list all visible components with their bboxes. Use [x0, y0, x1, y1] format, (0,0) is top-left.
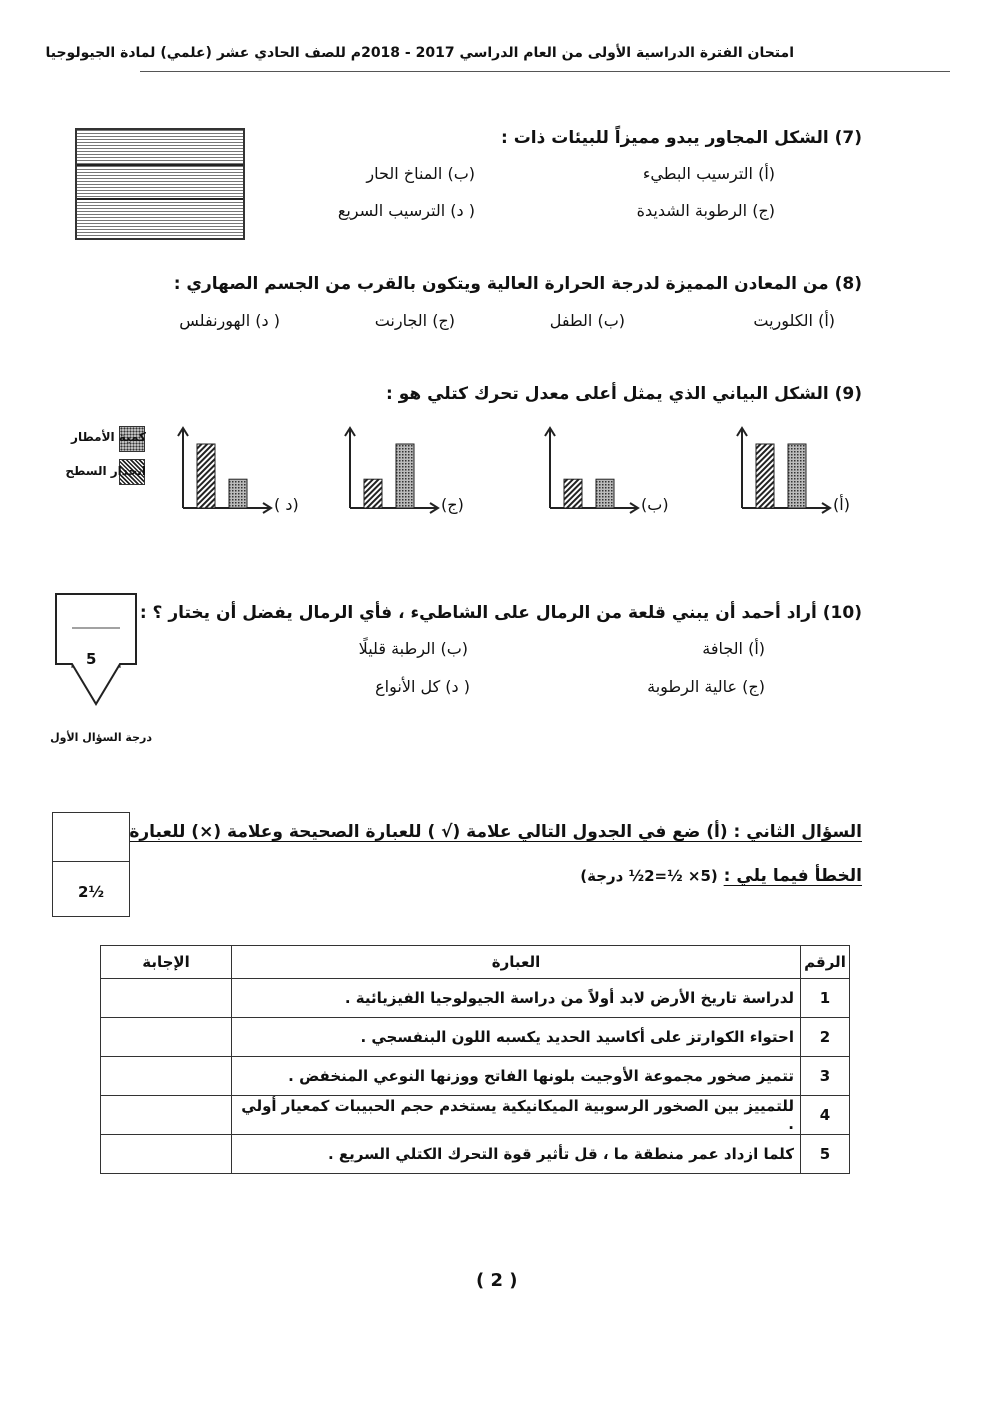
- col-statement: العبارة: [232, 946, 801, 979]
- chart-label[interactable]: (أ): [833, 495, 850, 514]
- row-number: 4: [801, 1096, 850, 1135]
- table-row: [101, 1057, 850, 1096]
- q8-text: (8) من المعادن المميزة لدرجة الحرارة العالية ويتكون بالقرب من الجسم الصهاري :: [173, 274, 862, 294]
- chart-label[interactable]: ( د): [274, 495, 299, 514]
- axes: [545, 428, 638, 513]
- bar-chart-1: [542, 424, 642, 516]
- page-header: امتحان الفترة الدراسية الأولى من العام الدراسي 2017 - 2018م للصف الحادي عشر (علمي) لمادة الجيولوجيا: [45, 45, 794, 61]
- q7-option-d[interactable]: ( د) الترسيب السريع: [337, 201, 475, 220]
- bar-slope: [756, 444, 774, 508]
- q10-option-d[interactable]: ( د) كل الأنواع: [375, 677, 470, 696]
- bar-slope: [564, 479, 582, 508]
- page-number: ( 2 ): [476, 1270, 518, 1291]
- row-number: 1: [801, 979, 850, 1018]
- bar-rain: [788, 444, 806, 508]
- q2-title-text-2: الخطأ فيما يلي :: [723, 866, 862, 886]
- answer-cell[interactable]: [101, 1018, 232, 1057]
- q2-title-line1: [129, 822, 862, 842]
- q1-score-value: 5: [86, 650, 97, 668]
- q10-option-a[interactable]: (أ) الجافة: [702, 639, 765, 658]
- q10-option-c[interactable]: (ج) عالية الرطوبة: [647, 677, 765, 696]
- row-statement: تتميز صخور مجموعة الأوجيت بلونها الفاتح ووزنها النوعي المنخفض .: [232, 1057, 801, 1096]
- axes: [178, 428, 271, 513]
- q2-points: (5× ½=2½ درجة): [580, 867, 718, 885]
- bar-slope: [197, 444, 215, 508]
- answer-cell[interactable]: [101, 1057, 232, 1096]
- table-row: [101, 979, 850, 1018]
- q2-score-box: [52, 812, 130, 917]
- true-false-table: [100, 945, 850, 1174]
- answer-cell[interactable]: [101, 1096, 232, 1135]
- axes: [737, 428, 830, 513]
- axes: [345, 428, 438, 513]
- q7-option-c[interactable]: (ج) الرطوبة الشديدة: [636, 201, 775, 220]
- bar-chart-0: [734, 424, 834, 516]
- col-answer: الإجابة: [101, 946, 232, 979]
- sediment-layers-figure: [75, 128, 245, 240]
- legend-slope-label: انحدار السطح: [65, 464, 146, 478]
- q7-text: (7) الشكل المجاور يبدو مميزاً للبيئات ذات :: [500, 128, 862, 148]
- bar-rain: [596, 479, 614, 508]
- row-statement: لدراسة تاريخ الأرض لابد أولاً من دراسة الجيولوجيا الفيزيائية .: [232, 979, 801, 1018]
- bar-chart-3: [175, 424, 275, 516]
- bar-rain: [229, 479, 247, 508]
- chart-label[interactable]: (ج): [441, 495, 464, 514]
- q8-option-d[interactable]: ( د) الهورنفلس: [179, 311, 280, 330]
- col-number: الرقم: [801, 946, 850, 979]
- q2-title-text: السؤال الثاني : (أ) ضع في الجدول التالي علامة (√ ) للعبارة الصحيحة وعلامة (×) للعبارة: [129, 822, 862, 842]
- q10-option-b[interactable]: (ب) الرطبة قليلًا: [358, 639, 468, 658]
- q8-option-c[interactable]: (ج) الجارنت: [374, 311, 455, 330]
- bar-slope: [364, 479, 382, 508]
- q9-text: (9) الشكل البياني الذي يمثل أعلى معدل تحرك كتلي هو :: [386, 384, 862, 404]
- row-statement: احتواء الكوارتز على أكاسيد الحديد يكسبه اللون البنفسجي .: [232, 1018, 801, 1057]
- bar-rain: [396, 444, 414, 508]
- q7-option-b[interactable]: (ب) المناخ الحار: [366, 164, 475, 183]
- answer-cell[interactable]: [101, 1135, 232, 1174]
- q2-score: 2½: [78, 883, 104, 901]
- row-number: 5: [801, 1135, 850, 1174]
- table-row: [101, 1135, 850, 1174]
- chart-label[interactable]: (ب): [641, 495, 669, 514]
- answer-cell[interactable]: [101, 979, 232, 1018]
- row-number: 2: [801, 1018, 850, 1057]
- header-rule: [140, 71, 950, 72]
- q1-score-label: درجة السؤال الأول: [50, 731, 152, 744]
- row-statement: كلما ازداد عمر منطقة ما ، قل تأثير قوة التحرك الكتلي السريع .: [232, 1135, 801, 1174]
- q2-title-line2: [580, 866, 862, 886]
- row-number: 3: [801, 1057, 850, 1096]
- bar-chart-2: [342, 424, 442, 516]
- row-statement: للتمييز بين الصخور الرسوبية الميكانيكية يستخدم حجم الحبيبات كمعيار أولي .: [232, 1096, 801, 1135]
- q10-text: (10) أراد أحمد أن يبني قلعة من الرمال على الشاطيء ، فأي الرمال يفضل أن يختار ؟ :: [139, 603, 862, 623]
- q7-option-a[interactable]: (أ) الترسيب البطيء: [642, 164, 775, 183]
- table-row: [101, 1018, 850, 1057]
- q8-option-a[interactable]: (أ) الكلوريت: [753, 311, 835, 330]
- legend-rain-label: كمية الأمطار: [71, 430, 146, 444]
- q8-option-b[interactable]: (ب) الطفل: [549, 311, 625, 330]
- table-row: [101, 1096, 850, 1135]
